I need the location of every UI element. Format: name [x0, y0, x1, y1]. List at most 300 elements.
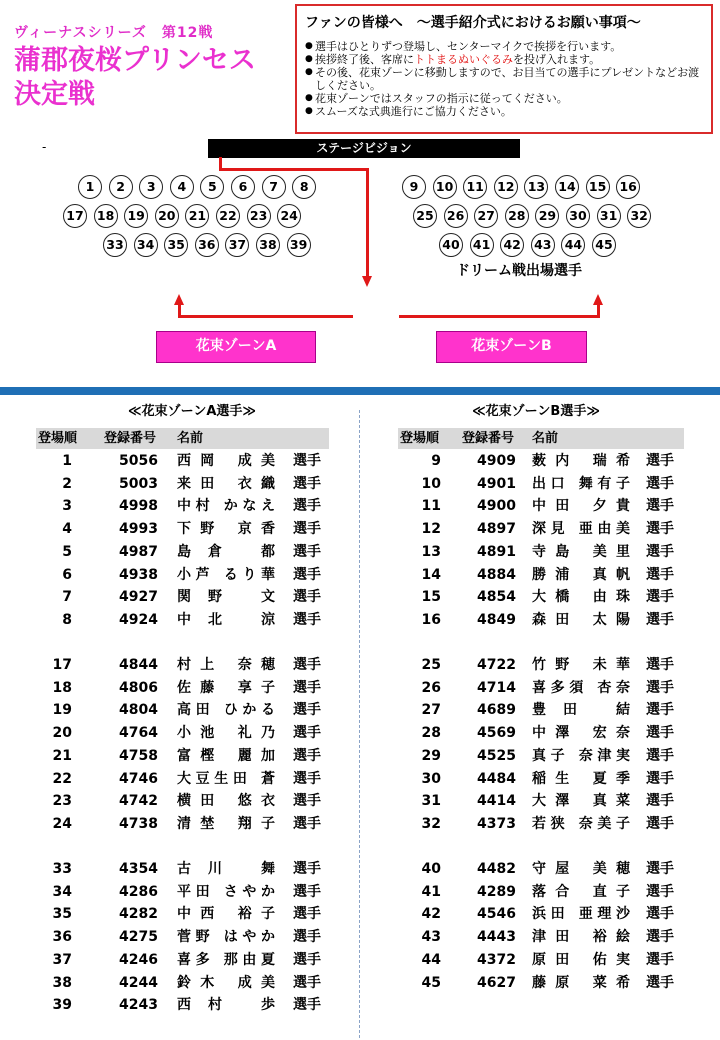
player-name	[177, 790, 275, 812]
player-given-name: 奈穂	[237, 657, 275, 673]
table-row	[36, 450, 336, 472]
player-surname: 来田	[177, 475, 224, 492]
seat-number-2: 2	[109, 175, 133, 199]
player-given-name: 菜希	[592, 974, 630, 991]
table-row	[36, 903, 336, 925]
player-order: 42	[421, 906, 441, 923]
player-registration-number: 4443	[477, 929, 516, 946]
player-given-name: 悠衣	[237, 793, 275, 810]
player-surname: 高田	[177, 702, 215, 719]
arrow-line	[219, 168, 368, 171]
player-title: 選手	[646, 543, 674, 560]
player-title: 選手	[293, 793, 321, 810]
player-registration-number: 4354	[119, 861, 158, 877]
player-surname: 古川	[177, 861, 240, 877]
table-row	[398, 473, 698, 495]
player-order: 3	[62, 498, 72, 515]
player-title: 選手	[293, 815, 321, 832]
player-registration-number: 4722	[477, 657, 516, 673]
notice-text: を投げ入れます。	[513, 53, 601, 66]
table-row	[36, 926, 336, 948]
player-name	[177, 654, 275, 676]
player-registration-number: 4844	[119, 657, 158, 673]
arrow-line	[178, 315, 353, 318]
seat-number-42: 42	[500, 233, 524, 257]
notice-item	[305, 53, 703, 66]
player-registration-number: 4849	[477, 611, 516, 628]
table-row	[398, 745, 698, 767]
table-row	[36, 473, 336, 495]
table-row	[398, 677, 698, 699]
player-order: 6	[62, 566, 72, 583]
player-given-name: 那由夏	[223, 951, 275, 968]
player-order: 8	[62, 611, 72, 628]
player-registration-number: 4742	[119, 793, 158, 810]
player-name	[532, 903, 630, 925]
event-title	[14, 44, 294, 112]
player-registration-number: 4546	[477, 906, 516, 923]
table-row	[36, 813, 336, 835]
player-name	[177, 541, 275, 563]
player-registration-number: 4993	[119, 521, 158, 538]
player-name	[177, 768, 275, 790]
seat-number-11: 11	[463, 175, 487, 199]
table-row	[36, 699, 336, 721]
player-title: 選手	[646, 702, 674, 719]
seat-number-26: 26	[444, 204, 468, 228]
player-title: 選手	[646, 521, 674, 538]
player-title: 選手	[293, 498, 321, 515]
arrow-line	[178, 304, 181, 317]
player-surname: 佐藤	[177, 679, 224, 696]
table-row	[36, 654, 336, 676]
player-title: 選手	[646, 747, 674, 764]
player-surname: 原田	[532, 951, 579, 968]
player-registration-number: 4689	[477, 702, 516, 719]
seat-number-12: 12	[494, 175, 518, 199]
player-name	[177, 495, 275, 517]
player-title: 選手	[646, 611, 674, 628]
player-registration-number: 4525	[477, 747, 516, 764]
arrow-line	[597, 304, 600, 317]
seat-number-29: 29	[535, 204, 559, 228]
player-surname: 村上	[177, 657, 224, 673]
player-order: 37	[52, 951, 72, 968]
player-given-name: 文	[261, 589, 276, 606]
player-given-name: 翔子	[237, 815, 275, 832]
seat-number-27: 27	[474, 204, 498, 228]
player-order: 29	[421, 747, 441, 764]
seat-number-39: 39	[287, 233, 311, 257]
player-surname: 勝浦	[532, 566, 579, 583]
player-given-name: 麗加	[237, 747, 275, 764]
player-given-name: 舞	[261, 861, 276, 877]
player-title: 選手	[646, 498, 674, 515]
player-order: 20	[52, 725, 72, 742]
seat-number-37: 37	[225, 233, 249, 257]
player-name	[532, 745, 630, 767]
player-title: 選手	[646, 793, 674, 810]
player-order: 45	[421, 974, 441, 991]
player-title: 選手	[646, 453, 674, 469]
player-title: 選手	[293, 611, 321, 628]
seat-number-24: 24	[277, 204, 301, 228]
player-registration-number: 4275	[119, 929, 158, 946]
seat-number-30: 30	[566, 204, 590, 228]
player-surname: 中田	[532, 498, 579, 515]
player-name	[532, 949, 630, 971]
player-title: 選手	[293, 679, 321, 696]
player-given-name: 太陽	[592, 611, 630, 628]
seat-number-41: 41	[470, 233, 494, 257]
table-row	[36, 495, 336, 517]
player-title: 選手	[646, 861, 674, 877]
table-row	[36, 881, 336, 903]
arrow-up-icon	[174, 294, 184, 305]
player-order: 24	[52, 815, 72, 832]
player-registration-number: 4484	[477, 770, 516, 787]
player-registration-number: 4901	[477, 475, 516, 492]
player-title: 選手	[646, 566, 674, 583]
player-title: 選手	[293, 725, 321, 742]
seat-number-8: 8	[292, 175, 316, 199]
player-order: 35	[52, 906, 72, 923]
player-order: 7	[62, 589, 72, 606]
table-row	[398, 518, 698, 540]
player-surname: 下野	[177, 521, 224, 538]
player-surname: 大橋	[532, 589, 579, 606]
zone-b-table-header	[398, 428, 684, 449]
player-surname: 津田	[532, 929, 579, 946]
table-row	[398, 495, 698, 517]
seat-number-3: 3	[139, 175, 163, 199]
table-row	[398, 586, 698, 608]
table-row	[36, 564, 336, 586]
seat-number-31: 31	[597, 204, 621, 228]
notice-item: ● 選手はひとりずつ登場し、センターマイクで挨拶を行います。	[305, 40, 703, 53]
player-title: 選手	[293, 974, 321, 991]
header-name: 名前	[532, 431, 559, 446]
player-order: 32	[421, 815, 441, 832]
player-name	[532, 722, 630, 744]
player-given-name: かなえ	[223, 498, 275, 515]
notice-highlight: トトまるぬいぐるみ	[414, 53, 513, 66]
player-given-name: 都	[261, 543, 276, 560]
player-given-name: 未華	[592, 657, 630, 673]
player-title: 選手	[646, 815, 674, 832]
player-given-name: 成美	[237, 453, 275, 469]
player-registration-number: 4938	[119, 566, 158, 583]
player-order: 2	[62, 475, 72, 492]
player-order: 38	[52, 974, 72, 991]
player-given-name: 奈津実	[578, 747, 630, 764]
player-given-name: 裕絵	[592, 929, 630, 946]
player-name	[532, 790, 630, 812]
seat-number-19: 19	[124, 204, 148, 228]
player-order: 17	[52, 657, 72, 673]
notice-title: ファンの皆様へ ～選手紹介式におけるお願い事項～	[305, 15, 641, 31]
player-name	[177, 677, 275, 699]
player-given-name: 成美	[237, 974, 275, 991]
seat-number-6: 6	[231, 175, 255, 199]
notice-item: ● その後、花束ゾーンに移動しますので、お目当ての選手にプレゼントなどお渡しください。	[305, 66, 703, 92]
player-title: 選手	[293, 657, 321, 673]
player-surname: 守屋	[532, 861, 579, 877]
seat-number-13: 13	[524, 175, 548, 199]
event-title-line2: 決定戦	[14, 79, 95, 110]
player-given-name: 夕貴	[592, 498, 630, 515]
seat-number-18: 18	[94, 204, 118, 228]
player-surname: 出口	[532, 475, 570, 492]
notice-item: ● 花束ゾーンではスタッフの指示に従ってください。	[305, 92, 703, 105]
player-given-name: 奈美子	[578, 815, 630, 832]
player-name	[177, 949, 275, 971]
player-registration-number: 4243	[119, 997, 158, 1014]
player-name	[177, 813, 275, 835]
player-title: 選手	[293, 453, 321, 469]
player-surname: 小池	[177, 725, 224, 742]
seat-number-34: 34	[134, 233, 158, 257]
player-title: 選手	[646, 974, 674, 991]
seat-number-32: 32	[627, 204, 651, 228]
player-surname: 中村	[177, 498, 215, 515]
seat-number-25: 25	[413, 204, 437, 228]
player-registration-number: 4758	[119, 747, 158, 764]
stage-mark: -	[42, 140, 47, 154]
table-row	[36, 541, 336, 563]
player-registration-number: 4897	[477, 521, 516, 538]
header-name: 名前	[177, 431, 204, 446]
player-given-name: 礼乃	[237, 725, 275, 742]
player-title: 選手	[646, 657, 674, 673]
player-surname: 西村	[177, 997, 240, 1014]
player-title: 選手	[646, 906, 674, 923]
player-registration-number: 4854	[477, 589, 516, 606]
player-given-name: 舞有子	[578, 475, 630, 492]
player-given-name: 夏季	[592, 770, 630, 787]
seat-number-33: 33	[103, 233, 127, 257]
seat-number-14: 14	[555, 175, 579, 199]
player-given-name: 美穂	[592, 861, 630, 877]
player-surname: 菅野	[177, 929, 215, 946]
player-surname: 若狭	[532, 815, 570, 832]
player-name	[532, 541, 630, 563]
player-surname: 大澤	[532, 793, 579, 810]
player-surname: 横田	[177, 793, 224, 810]
player-title: 選手	[293, 861, 321, 877]
notice-list	[305, 40, 703, 118]
player-name	[532, 654, 630, 676]
player-name	[532, 586, 630, 608]
player-surname: 関野	[177, 589, 240, 606]
player-given-name: はやか	[223, 929, 275, 946]
section-divider-bar	[0, 387, 720, 395]
table-row	[398, 881, 698, 903]
seat-number-1: 1	[78, 175, 102, 199]
player-title: 選手	[293, 566, 321, 583]
player-given-name: さやか	[223, 883, 275, 900]
player-name	[532, 972, 630, 994]
table-row	[36, 790, 336, 812]
player-given-name: 由珠	[592, 589, 630, 606]
dream-race-label: ドリーム戦出場選手	[456, 263, 582, 279]
seat-number-44: 44	[561, 233, 585, 257]
player-name	[177, 699, 275, 721]
player-order: 16	[421, 611, 441, 628]
player-given-name: 京香	[237, 521, 275, 538]
player-order: 44	[421, 951, 441, 968]
player-surname: 大豆生田	[177, 770, 252, 787]
arrow-up-icon	[593, 294, 603, 305]
player-title: 選手	[293, 702, 321, 719]
seat-number-38: 38	[256, 233, 280, 257]
player-registration-number: 4482	[477, 861, 516, 877]
seat-number-4: 4	[170, 175, 194, 199]
player-given-name: 直子	[592, 883, 630, 900]
table-row	[398, 972, 698, 994]
table-row	[36, 745, 336, 767]
player-name	[177, 972, 275, 994]
player-title: 選手	[646, 475, 674, 492]
table-row	[36, 949, 336, 971]
player-name	[177, 858, 275, 880]
player-surname: 藤原	[532, 974, 579, 991]
player-registration-number: 5056	[119, 453, 158, 469]
player-order: 28	[421, 725, 441, 742]
player-name	[177, 586, 275, 608]
player-given-name: 美里	[592, 543, 630, 560]
seat-number-43: 43	[531, 233, 555, 257]
player-order: 1	[62, 453, 72, 469]
table-row	[398, 654, 698, 676]
player-surname: 深見	[532, 521, 570, 538]
player-title: 選手	[646, 770, 674, 787]
player-registration-number: 4414	[477, 793, 516, 810]
player-surname: 豊田	[532, 702, 595, 719]
table-row	[398, 722, 698, 744]
player-order: 12	[421, 521, 441, 538]
player-name	[177, 450, 275, 472]
player-name	[532, 473, 630, 495]
seat-number-17: 17	[63, 204, 87, 228]
player-registration-number: 4746	[119, 770, 158, 787]
player-name	[177, 745, 275, 767]
player-given-name: ひかる	[223, 702, 275, 719]
table-row	[398, 926, 698, 948]
player-given-name: 杏奈	[597, 679, 630, 696]
player-order: 18	[52, 679, 72, 696]
seat-number-35: 35	[164, 233, 188, 257]
player-given-name: 結	[616, 702, 631, 719]
player-title: 選手	[293, 543, 321, 560]
player-name	[532, 450, 630, 472]
player-name	[177, 994, 275, 1016]
notice-item: ● スムーズな式典進行にご協力ください。	[305, 105, 703, 118]
player-order: 39	[52, 997, 72, 1014]
seat-number-23: 23	[247, 204, 271, 228]
table-row	[36, 677, 336, 699]
table-row	[398, 903, 698, 925]
player-title: 選手	[293, 747, 321, 764]
player-name	[177, 518, 275, 540]
player-registration-number: 4806	[119, 679, 158, 696]
player-name	[532, 858, 630, 880]
table-row	[398, 609, 698, 631]
player-order: 41	[421, 883, 441, 900]
seat-number-40: 40	[439, 233, 463, 257]
player-given-name: 歩	[261, 997, 276, 1014]
player-title: 選手	[293, 475, 321, 492]
player-surname: 喜多須	[532, 679, 588, 696]
player-name	[532, 677, 630, 699]
player-title: 選手	[293, 929, 321, 946]
seat-number-21: 21	[185, 204, 209, 228]
arrow-line	[399, 315, 600, 318]
header-reg: 登録番号	[462, 431, 515, 446]
player-name	[177, 926, 275, 948]
seat-number-28: 28	[505, 204, 529, 228]
seat-number-36: 36	[195, 233, 219, 257]
zone-a-table-header	[36, 428, 329, 449]
table-row	[398, 699, 698, 721]
player-order: 27	[421, 702, 441, 719]
player-registration-number: 4714	[477, 679, 516, 696]
header-order: 登場順	[400, 431, 440, 446]
player-surname: 落合	[532, 883, 579, 900]
player-title: 選手	[646, 883, 674, 900]
player-surname: 浜田	[532, 906, 570, 923]
player-name	[177, 564, 275, 586]
table-row	[36, 972, 336, 994]
player-given-name: 瑞希	[592, 453, 630, 469]
player-name	[177, 881, 275, 903]
player-title: 選手	[646, 951, 674, 968]
header-order: 登場順	[38, 431, 78, 446]
seat-number-22: 22	[216, 204, 240, 228]
player-registration-number: 4987	[119, 543, 158, 560]
player-registration-number: 4738	[119, 815, 158, 832]
table-row	[398, 790, 698, 812]
player-registration-number: 4286	[119, 883, 158, 900]
player-surname: 真子	[532, 747, 570, 764]
player-name	[177, 722, 275, 744]
player-order: 9	[431, 453, 441, 469]
player-title: 選手	[293, 997, 321, 1014]
player-name	[177, 473, 275, 495]
player-given-name: るり華	[223, 566, 275, 583]
player-surname: 喜多	[177, 951, 215, 968]
player-surname: 中西	[177, 906, 224, 923]
player-given-name: 宏奈	[592, 725, 630, 742]
table-row	[36, 768, 336, 790]
player-surname: 鈴木	[177, 974, 224, 991]
player-order: 25	[421, 657, 441, 673]
table-row	[398, 768, 698, 790]
player-name	[532, 768, 630, 790]
player-surname: 寺島	[532, 543, 579, 560]
seat-number-45: 45	[592, 233, 616, 257]
player-title: 選手	[646, 679, 674, 696]
player-surname: 平田	[177, 883, 215, 900]
player-given-name: 亜理沙	[578, 906, 630, 923]
player-surname: 竹野	[532, 657, 579, 673]
player-registration-number: 4289	[477, 883, 516, 900]
player-name	[532, 495, 630, 517]
zone-a-button: 花束ゾーンA	[156, 331, 316, 363]
player-registration-number: 4909	[477, 453, 516, 469]
player-order: 34	[52, 883, 72, 900]
player-given-name: 衣織	[237, 475, 275, 492]
